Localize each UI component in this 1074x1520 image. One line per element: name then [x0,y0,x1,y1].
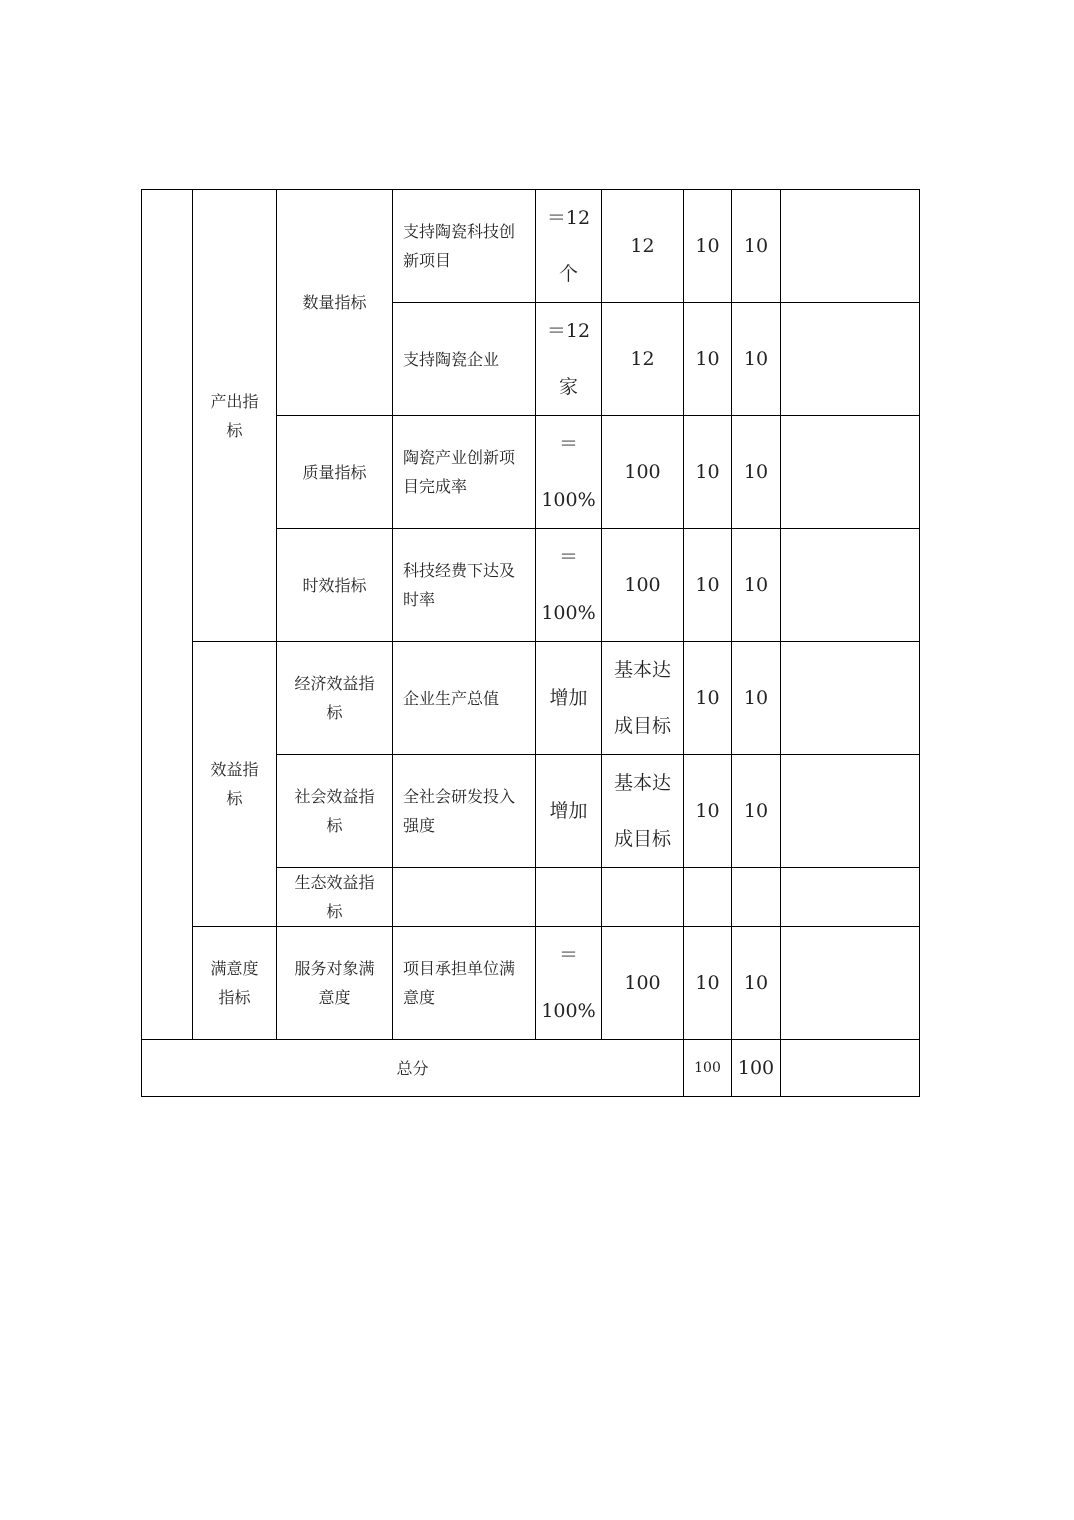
note-cell [781,868,920,927]
indicator-cell: 支持陶瓷企业 [393,303,536,416]
annual-line1: 基本达 [613,772,671,794]
weight-cell: 10 [684,755,732,868]
weight-cell: 10 [684,190,732,303]
target-line1: ＝ [558,944,578,966]
note-cell [781,416,920,529]
weight-cell: 10 [684,642,732,755]
sub-indicator-quantity: 数量指标 [277,190,393,416]
target-line2: 100% [541,489,596,511]
total-score: 100 [732,1040,781,1097]
group-satisfaction: 满意度指标 [193,927,277,1040]
note-cell [781,755,920,868]
target-cell: 增加 [536,755,602,868]
score-cell: 10 [732,190,781,303]
note-cell [781,642,920,755]
note-cell [781,927,920,1040]
annual-value-cell [602,755,684,868]
annual-value-cell: 12 [602,190,684,303]
target-line2: 家 [558,376,578,398]
score-cell: 10 [732,642,781,755]
target-line2: 个 [558,263,578,285]
target-cell [536,868,602,927]
total-label: 总分 [142,1040,684,1097]
target-cell [536,529,602,642]
weight-cell: 10 [684,416,732,529]
target-line2: 100% [541,1000,596,1022]
note-cell [781,190,920,303]
annual-value-cell [602,868,684,927]
score-cell: 10 [732,755,781,868]
sub-indicator-economic: 经济效益指标 [277,642,393,755]
note-cell [781,529,920,642]
target-line1: ＝12 [546,320,591,342]
annual-value-cell [602,642,684,755]
annual-line2: 成目标 [613,715,671,737]
target-cell: 增加 [536,642,602,755]
group-benefit: 效益指标 [193,642,277,927]
score-cell [732,868,781,927]
annual-line1: 基本达 [613,659,671,681]
indicator-cell: 科技经费下达及时率 [393,529,536,642]
score-cell: 10 [732,529,781,642]
target-cell [536,927,602,1040]
target-line1: ＝ [558,546,578,568]
score-cell: 10 [732,416,781,529]
indicator-cell: 企业生产总值 [393,642,536,755]
indicator-cell: 支持陶瓷科技创新项目 [393,190,536,303]
target-cell [536,190,602,303]
score-cell: 10 [732,303,781,416]
target-line2: 100% [541,602,596,624]
annual-value-cell: 100 [602,416,684,529]
total-row [142,1040,920,1097]
indicator-cell [393,868,536,927]
total-weight: 100 [684,1040,732,1097]
score-cell: 10 [732,927,781,1040]
sub-indicator-ecological: 生态效益指标 [277,868,393,927]
indicator-cell: 陶瓷产业创新项目完成率 [393,416,536,529]
first-level-indicator-cell [142,190,193,1040]
indicator-cell: 项目承担单位满意度 [393,927,536,1040]
target-cell [536,416,602,529]
indicator-cell: 全社会研发投入强度 [393,755,536,868]
performance-indicator-table [141,189,920,1097]
annual-value-cell: 12 [602,303,684,416]
group-output: 产出指标 [193,190,277,642]
annual-line2: 成目标 [613,828,671,850]
target-cell [536,303,602,416]
weight-cell: 10 [684,927,732,1040]
sub-indicator-timeliness: 时效指标 [277,529,393,642]
sub-indicator-service-satisfaction: 服务对象满意度 [277,927,393,1040]
annual-value-cell: 100 [602,927,684,1040]
sub-indicator-social: 社会效益指标 [277,755,393,868]
annual-value-cell: 100 [602,529,684,642]
weight-cell: 10 [684,303,732,416]
weight-cell [684,868,732,927]
note-cell [781,303,920,416]
table-row [142,190,920,303]
sub-indicator-quality: 质量指标 [277,416,393,529]
total-note [781,1040,920,1097]
table-row [142,927,920,1040]
weight-cell: 10 [684,529,732,642]
target-line1: ＝12 [546,207,591,229]
target-line1: ＝ [558,433,578,455]
table-row [142,642,920,755]
